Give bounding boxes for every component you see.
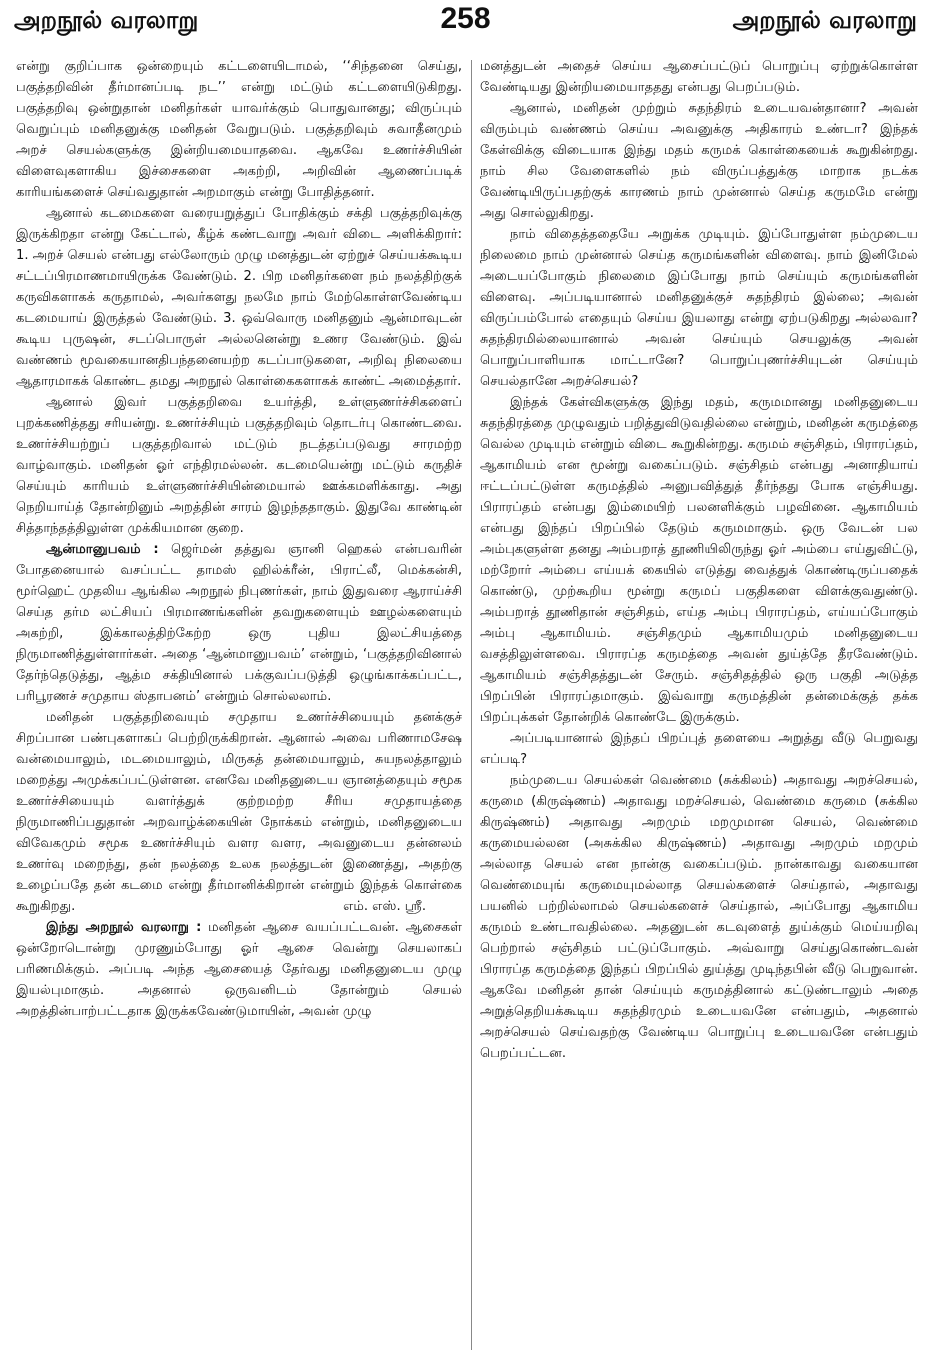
paragraph: இந்தக் கேள்விகளுக்கு இந்து மதம், கருமமானது மனிதனுடைய சுதந்திரத்தை முழுவதும் பறித்துவிடுவதில்லை என்றும், மனிதன் கருமத்தை வெல்ல முடியும் என்றும் விடை கூறுகின்றது. கருமம் சஞ்சிதம், பிராரப்தம், ஆகாமியம் என மூன்று வகைப்படும். சஞ்சிதம் என்பது அனாதியாய் ஈட்டப்பட்டுள்ள கருமத்தில் அனுபவித்துத் தீர்ந்தது போக எஞ்சியது. பிராரப்தம் என்பது இம்மையிற் பலனளிக்கும் பழவினை. ஆகாமியம் என்பது இந்தப் பிறப்பில் தேடும் கருமமாகும். ஒரு வேடன் பல அம்புகளுள்ள தனது அம்பறாத் தூணியிலிருந்து ஓர் அம்பை எய்துவிட்டு, மற்றோர் அம்பை எய்யக் கையில் எடுத்து வைத்துக் கொண்டிருப்பதைக் கொண்டு, முற்கூறிய மூன்று கருமப் பகுதிகளை விளக்குவதுண்டு. அம்பறாத் தூணிதான் சஞ்சிதம், எய்த அம்பு பிராரப்தம், எய்யப்போகும் அம்பு ஆகாமியம். சஞ்சிதமும் ஆகாமியமும் மனிதனுடைய வசத்திலுள்ளவை. பிராரப்த கருமத்தை அவன் துய்த்தே தீரவேண்டும். ஆகாமியம் சஞ்சிதத்துடன் சேரும். சஞ்சிதத்தில் ஒரு பகுதி அடுத்த பிறப்பின் பிராரப்தமாகும். இவ்வாறு கருமத்தின் தன்மைக்குத் தக்க பிறப்புக்கள் தோன்றிக் கொண்டே இருக்கும். <box>480 395 918 725</box>
left-column <box>16 56 462 1356</box>
paragraph: அப்படியானால் இந்தப் பிறப்புத் தளையை அறுத்து வீடு பெறுவது எப்படி? <box>480 731 918 767</box>
page-number: 258 <box>440 2 491 35</box>
paragraph: ஆனால் கடமைகளை வரையறுத்துப் போதிக்கும் சக்தி பகுத்தறிவுக்கு இருக்கிறதா என்று கேட்டால், கீழ்க் கண்டவாறு அவர் விடை அளிக்கிறார்: 1. அறச் செயல் என்பது எல்லோரும் முழு மனத்துடன் ஏற்றுச் செய்யக்கூடிய சட்டப்பிரமாணமாயிருக்க வேண்டும். 2. பிற மனிதர்களை நம் நலத்திற்குக் கருவிகளாகக் கருதாமல், அவர்களது நலமே நாம் மேற்கொள்ளவேண்டிய கடமையாய் இருத்தல் வேண்டும். 3. ஒவ்வொரு மனிதனும் ஆன்மாவுடன் கூடிய புருஷன், சடப்பொருள் அல்லனென்று உணர வேண்டும். இவ் வண்ணம் மூவகையானதிபந்தனையற்ற கடப்பாடுகளை, அறிவு நிலையை ஆதாரமாகக் கொண்ட தமது அறநூல் கொள்கைகளாகக் காண்ட் அமைத்தார். <box>16 206 462 389</box>
running-title-right: அறநூல் வரலாறு <box>732 6 917 34</box>
paragraph <box>16 917 462 1022</box>
paragraph: நம்முடைய செயல்கள் வெண்மை (சுக்கிலம்) அதாவது அறச்செயல், கருமை (கிருஷ்ணம்) அதாவது மறச்செயல், வெண்மை கருமை (சுக்கில கிருஷ்ணம்) அதாவது அறமும் மறமுமான செயல், வெண்மை கருமையல்லன (அசுக்கில கிருஷ்ணம்) அதாவது அறமும் மறமும் அல்லாத செயல் என நான்கு வகைப்படும். நான்காவது வகையான வெண்மையுங் கருமையுமல்லாத செயல்களைச் செய்தால், அதாவது பயனில் பற்றில்லாமல் செயல்களைச் செய்தால், அப்போது ஆகாமிய கருமம் உண்டாவதில்லை. அதனுடன் கடவுளைத் துய்க்கும் மெய்யறிவு பெற்றால் சஞ்சிதம் பட்டுப்போகும். அவ்வாறு செய்துகொண்டவன் பிராரப்த கருமத்தை இந்தப் பிறப்பில் துய்த்து முடிந்தபின் வீடு பெறுவான். ஆகவே மனிதன் தான் செய்யும் கருமத்தினால் கட்டுண்டாலும் அதை அறுத்தெறியக்கூடிய சுதந்திரமும் உடையவனே என்பதும், அதனால் அறச்செயல் செய்வதற்கு வேண்டிய பொறுப்பு உடையவனே என்பதும் பெறப்பட்டன. <box>480 773 918 1061</box>
paragraph-text: ஜெர்மன் தத்துவ ஞானி ஹெகல் என்பவரின் போதனையால் வசப்பட்ட தாமஸ் ஹில்க்ரீன், பிராட்லீ, மெக்கன்சி, மூர்ஹெட் முதலிய ஆங்கில அறநூல் நிபுணர்கள், நாம் இதுவரை ஆராய்ச்சி செய்த தர்ம லட்சியப் பிரமாணங்களின் தவறுகளையும் ஊழல்களையும் அகற்றி, இக்காலத்திற்கேற்ற ஒரு புதிய இலட்சியத்தை நிருமாணித்துள்ளார்கள். அதை ‘ஆன்மானுபவம்’ என்றும், ‘பகுத்தறிவினால் தேர்ந்தெடுத்து, ஆத்ம சக்தியினால் பக்குவப்படுத்தி ஒழுங்காக்கப்பட்ட, பரிபூரணச் சமுதாய ஸ்தாபனம்’ என்றும் சொல்லலாம். <box>16 542 462 704</box>
author-signature: எம். எஸ். ஸ்ரீ. <box>343 899 426 914</box>
paragraph: மனத்துடன் அதைச் செய்ய ஆசைப்பட்டுப் பொறுப்பு ஏற்றுக்கொள்ள வேண்டியது இன்றியமையாததது என்பது பெறப்படும். <box>480 59 918 95</box>
paragraph: மனிதன் பகுத்தறிவையும் சமுதாய உணர்ச்சியையும் தனக்குச் சிறப்பான பண்புகளாகப் பெற்றிருக்கிறான். ஆனால் அவை பரிணாமசேஷ வன்மையாலும், மடமையாலும், மிருகத் தன்மையாலும், சுயநலத்தாலும் மறைத்து அமுக்கப்பட்டுள்ளன. எனவே மனிதனுடைய ஞானத்தையும் சமூக உணர்ச்சியையும் வளர்த்துக் குற்றமற்ற சீரிய சமுதாயத்தை நிருமாணிப்பதுதான் அறவாழ்க்கையின் நோக்கம் என்றும், மனிதனுடைய விவேகமும் சமூக உணர்ச்சியும் வளர வளர, அவனுடைய தன்னலம் உணர்வு மறைந்து, தன் நலத்தை உலக நலத்துடன் இணைத்து, அதற்கு உழைப்பதே தன் கடமை என்று தீர்மானிக்கிறான் என்றும் இந்தக் கொள்கை கூறுகிறது. <box>16 710 462 914</box>
paragraph: ஆனால், மனிதன் முற்றும் சுதந்திரம் உடையவன்தானா? அவன் விரும்பும் வண்ணம் செய்ய அவனுக்கு அதிகாரம் உண்டா? இந்தக் கேள்விக்கு விடையாக இந்து மதம் கருமக் கொள்கையைக் கூறுகின்றது. நாம் சில வேளைகளில் நம் விருப்பத்துக்கு மாறாக நடக்க வேண்டியிருப்பதற்குக் காரணம் நாம் முன்னால் செய்த கருமமே என்று அது சொல்லுகிறது. <box>480 101 918 221</box>
paragraph: ஆனால் இவர் பகுத்தறிவை உயர்த்தி, உள்ளுணர்ச்சிகளைப் புறக்கணித்தது சரியன்று. உணர்ச்சியும் பகுத்தறிவும் தொடர்பு கொண்டவை. உணர்ச்சியற்றுப் பகுத்தறிவால் மட்டும் நடத்தப்படுவது சாரமற்ற வாழ்வாகும். மனிதன் ஓர் எந்திரமல்லன். கடமையென்று மட்டும் கருதிச் செய்யும் காரியம் உள்ளுணர்ச்சியின்மையால் ஊக்கமளிக்காது. அது நெறியாய்த் தோன்றினும் அறத்தின் சாரம் இழந்ததாகும். இதுவே காண்டின் சித்தாந்தத்திலுள்ள முக்கியமான குறை. <box>16 395 462 536</box>
paragraph <box>16 539 462 707</box>
right-column <box>480 56 918 1356</box>
running-title-left: அறநூல் வரலாறு <box>14 6 199 34</box>
paragraph: நாம் விதைத்ததையே அறுக்க முடியும். இப்போதுள்ள நம்முடைய நிலைமை நாம் முன்னால் செய்த கருமங்களின் விளைவு. நாம் இனிமேல் அடையப்போகும் நிலைமை இப்போது நாம் செய்யும் கருமங்களின் விளைவு. அப்படியானால் மனிதனுக்குச் சுதந்திரம் இல்லை; அவன் விருப்பம்போல் எதையும் செய்ய இயலாது என்று ஏற்படுகிறது அல்லவா? சுதந்திரமில்லையானால் அவன் செய்யும் செயலுக்கு அவன் பொறுப்பாளியாக மாட்டானே? பொறுப்புணர்ச்சியுடன் செய்யும் செயல்தானே அறச்செயல்? <box>480 227 918 389</box>
paragraph-text: மனிதன் ஆசை வயப்பட்டவன். ஆசைகள் ஒன்றோடொன்று முரணும்போது ஓர் ஆசை வென்று செயலாகப் பரிணமிக்கும். அப்படி அந்த ஆசையைத் தேர்வது மனிதனுடைய முழு இயல்புமாகும். அதனால் ஒருவனிடம் தோன்றும் செயல் அறத்தின்பாற்பட்டதாக இருக்கவேண்டுமாயின், அவன் முழு <box>16 920 462 1019</box>
section-heading: இந்து அறநூல் வரலாறு : <box>46 920 202 935</box>
column-divider <box>471 60 472 1350</box>
paragraph: என்று குறிப்பாக ஒன்றையும் கட்டளையிடாமல், ‘‘சிந்தனை செய்து, பகுத்தறிவின் தீர்மானப்படி நட’’ என்று மட்டும் கட்டளையிடுகிறது. பகுத்தறிவு ஒன்றுதான் மனிதர்கள் யாவர்க்கும் பொதுவானது; விருப்பும் வெறுப்பும் மனிதனுக்கு மனிதன் வேறுபடும். பகுத்தறிவும் சுவாதீனமும் அறச் செயல்களுக்கு இன்றியமையாதவை. ஆகவே உணர்ச்சியின் விளைவுகளாகிய இச்சைகளை அகற்றி, அறிவின் ஆணைப்படிக் காரியங்களைச் செய்வதுதான் அறமாகும் என்று போதித்தனர். <box>16 59 462 200</box>
section-heading: ஆன்மானுபவம் : <box>46 542 159 557</box>
page-header <box>0 0 931 46</box>
